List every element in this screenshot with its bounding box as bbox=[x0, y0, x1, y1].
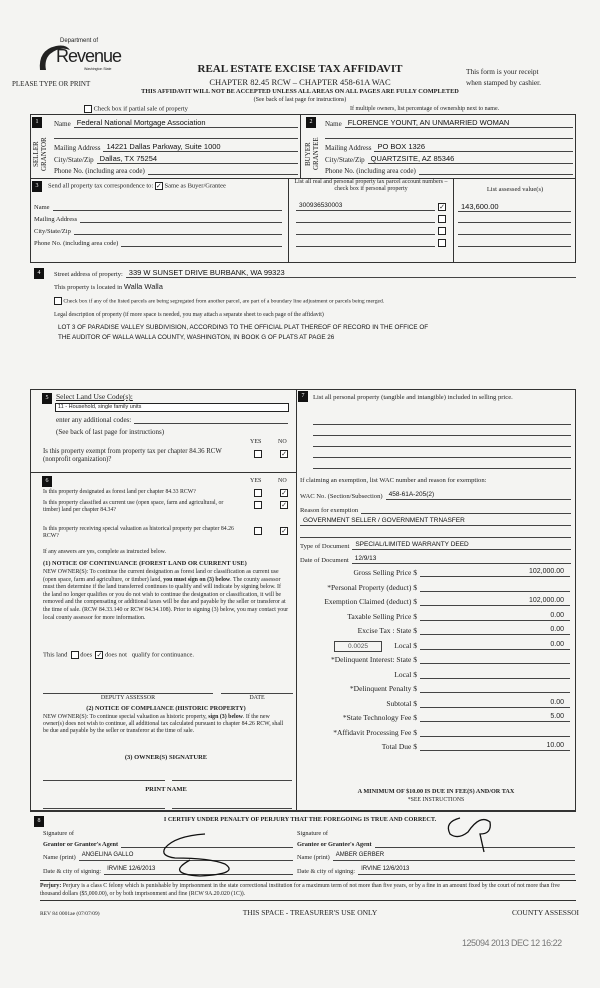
personal-property-label: List all personal property (tangible and intangible) included in selling price. bbox=[313, 394, 513, 401]
logo-state: Washington State bbox=[84, 67, 112, 71]
seller-city-field[interactable]: Dallas, TX 75254 bbox=[97, 154, 298, 164]
notice-compliance-title: (2) NOTICE OF COMPLIANCE (HISTORIC PROPERTY) bbox=[86, 705, 246, 712]
print-name-line[interactable] bbox=[43, 808, 165, 809]
fee-label: Gross Selling Price $ bbox=[353, 568, 417, 577]
fee-row bbox=[300, 612, 570, 621]
partial-sale-label: Check box if partial sale of property bbox=[93, 105, 188, 113]
grantor-date-label: Date & city of signing: bbox=[43, 868, 102, 875]
fee-value-field[interactable] bbox=[420, 670, 570, 679]
assessed-value-field[interactable] bbox=[458, 238, 571, 247]
fee-row bbox=[300, 699, 570, 708]
date-label: DATE bbox=[249, 695, 265, 701]
assessed-value-field[interactable]: 143,600.00 bbox=[458, 202, 571, 212]
if-yes-note: If any answers are yes, complete as instructed below. bbox=[43, 549, 166, 555]
historic-question: Is this property receiving special valuation as historical property per chapter 84.26 RCW? bbox=[43, 526, 234, 539]
fee-label: *Delinquent Penalty $ bbox=[349, 684, 417, 693]
parcel-header: List all real and personal property tax parcel account numbers – check box if personal property bbox=[294, 179, 448, 192]
grantee-date-label: Date & city of signing: bbox=[297, 868, 356, 875]
exempt-no-checkbox[interactable]: ✓ bbox=[281, 450, 287, 458]
fee-row bbox=[300, 728, 570, 737]
section-number: 4 bbox=[34, 268, 44, 279]
fee-label: Local $ bbox=[394, 640, 417, 650]
fee-label: *Personal Property (deduct) $ bbox=[327, 582, 417, 592]
buyer-phone-label: Phone No. (including area code) bbox=[325, 167, 416, 175]
grantee-agent-label: Grantee or Grantee's Agent bbox=[297, 841, 372, 848]
fee-label: Subtotal $ bbox=[386, 698, 417, 708]
buyer-name-line2[interactable] bbox=[325, 130, 573, 139]
seller-mailing-field[interactable]: 14221 Dallas Parkway, Suite 1000 bbox=[103, 142, 298, 152]
correspondence-name-field[interactable] bbox=[53, 202, 282, 211]
personal-property-checkbox[interactable] bbox=[438, 215, 446, 223]
logo-dept: Department of bbox=[60, 38, 99, 44]
current-use-question: Is this property classified as current use (open space, farm and agricultural, or timber) land per chapter 84.34? bbox=[43, 500, 224, 513]
print-name-label: PRINT NAME bbox=[145, 786, 187, 793]
fee-value-field[interactable] bbox=[420, 655, 570, 664]
grantee-date-field[interactable]: IRVINE 12/6/2013 bbox=[358, 866, 575, 875]
personal-property-checkbox[interactable] bbox=[438, 227, 446, 235]
fee-value-field[interactable]: 5.00 bbox=[420, 713, 570, 722]
buyer-mailing-label: Mailing Address bbox=[325, 144, 372, 152]
grantee-signature-icon bbox=[440, 810, 500, 855]
personal-property-line[interactable] bbox=[313, 435, 571, 436]
form-title: REAL ESTATE EXCISE TAX AFFIDAVIT bbox=[197, 63, 403, 75]
certify-statement: I CERTIFY UNDER PENALTY OF PERJURY THAT THE FOREGOING IS TRUE AND CORRECT. bbox=[163, 816, 437, 823]
buyer-grantee-label: BUYER GRANTEE bbox=[304, 137, 320, 171]
partial-sale-checkbox[interactable] bbox=[84, 105, 188, 113]
no-header: NO bbox=[278, 439, 287, 445]
assessor-signature-line[interactable] bbox=[43, 693, 213, 694]
assessed-row bbox=[458, 214, 571, 223]
personal-property-line[interactable] bbox=[313, 457, 571, 458]
yes-header: YES bbox=[250, 439, 262, 445]
yes-header: YES bbox=[250, 478, 262, 484]
historic-no-checkbox[interactable]: ✓ bbox=[281, 527, 287, 535]
parcel-number-field[interactable] bbox=[296, 226, 435, 235]
does-label: does bbox=[80, 651, 93, 659]
legal-description-line1[interactable]: LOT 3 OF PARADISE VALLEY SUBDIVISION, ACCORDING TO THE OFFICIAL PLAT THEREOF OF RECORD IN THE OFFICE OF bbox=[58, 324, 429, 331]
correspondence-mailing-label: Mailing Address bbox=[34, 216, 78, 223]
grantor-sig-label: Signature of bbox=[43, 830, 74, 837]
fee-label: Total Due $ bbox=[381, 742, 417, 751]
exemption-label: If claiming an exemption, list WAC number and reason for exemption: bbox=[300, 477, 487, 484]
see-instructions: *SEE INSTRUCTIONS bbox=[407, 797, 465, 803]
revision-code: REV 84 0001ae (07/07/09) bbox=[40, 911, 100, 917]
deputy-assessor-label: DEPUTY ASSESSOR bbox=[100, 695, 156, 701]
divider bbox=[296, 389, 297, 811]
fee-value-field[interactable]: 0.00 bbox=[420, 699, 570, 708]
fee-value-field[interactable] bbox=[420, 583, 570, 592]
doc-date-field[interactable]: 12/9/13 bbox=[352, 555, 571, 564]
fee-value-field[interactable] bbox=[420, 728, 570, 737]
receipt-note-2: when stamped by cashier. bbox=[466, 78, 541, 87]
grantee-name-field[interactable]: AMBER GERBER bbox=[333, 852, 575, 861]
fee-label: *State Technology Fee $ bbox=[342, 713, 417, 722]
reason-label: Reason for exemption bbox=[300, 507, 359, 514]
owner-signature-line[interactable] bbox=[172, 780, 292, 781]
current-use-no-checkbox[interactable]: ✓ bbox=[281, 501, 287, 509]
forest-no-checkbox[interactable]: ✓ bbox=[281, 489, 287, 497]
legal-description-label: Legal description of property (if more space is needed, you may attach a separate sheet to each page of the affidavit) bbox=[54, 312, 324, 318]
correspondence-city-field[interactable] bbox=[74, 226, 282, 235]
exempt-yes-checkbox[interactable] bbox=[254, 450, 262, 458]
minimum-due-note: A MINIMUM OF $10.00 IS DUE IN FEE(S) AND/OR TAX bbox=[357, 788, 515, 795]
fee-row bbox=[300, 597, 570, 606]
print-name-line[interactable] bbox=[172, 808, 292, 809]
no-header: NO bbox=[278, 478, 287, 484]
fee-label: *Affidavit Processing Fee $ bbox=[333, 727, 417, 737]
wac-field[interactable]: 458-61A-205(2) bbox=[386, 491, 571, 500]
buyer-name-field[interactable]: FLORENCE YOUNT, AN UNMARRIED WOMAN bbox=[345, 118, 573, 128]
buyer-city-label: City/State/Zip bbox=[325, 156, 365, 164]
parcel-row bbox=[296, 226, 446, 235]
fee-value-field[interactable]: 0.00 bbox=[420, 641, 570, 650]
send-correspondence-label: Send all property tax correspondence to: bbox=[48, 182, 154, 190]
section-number: 2 bbox=[306, 117, 316, 128]
does-not-label: does not bbox=[105, 651, 127, 659]
buyer-phone-field[interactable] bbox=[419, 166, 573, 175]
receipt-note-1: This form is your receipt bbox=[466, 67, 539, 76]
segregated-checkbox[interactable] bbox=[54, 297, 62, 305]
correspondence-name-label: Name bbox=[34, 204, 50, 211]
correspondence-city-label: City/State/Zip bbox=[34, 228, 71, 235]
same-as-buyer-checkbox[interactable]: ✓ bbox=[155, 182, 162, 190]
additional-codes-field[interactable] bbox=[134, 415, 288, 424]
dor-logo bbox=[36, 38, 126, 78]
notice-continuance-title: (1) NOTICE OF CONTINUANCE (FOREST LAND OR CURRENT USE) bbox=[43, 560, 247, 567]
fee-row bbox=[300, 713, 570, 722]
reason-field-line3[interactable] bbox=[300, 529, 571, 538]
assessed-row bbox=[458, 202, 571, 212]
grantor-date-field[interactable]: IRVINE 12/6/2013 bbox=[104, 866, 293, 875]
seller-name-label: Name bbox=[54, 120, 71, 128]
parcel-row bbox=[296, 202, 446, 211]
logo-name: Revenue bbox=[56, 46, 122, 66]
assessor-date-line[interactable] bbox=[221, 693, 293, 694]
buyer-city-field[interactable]: QUARTZSITE, AZ 85346 bbox=[368, 154, 573, 164]
parcel-number-field[interactable]: 300936530003 bbox=[296, 202, 435, 211]
notice-compliance-text: NEW OWNER(S): To continue special valuation as historic property, sign (3) below. If the new owner(s) does not wish to continue, all additional tax calculated pursuant to chapter 84.26 RCW, shall be due and payable by the seller or transferor at the time of sale. bbox=[43, 714, 284, 734]
buyer-mailing-field[interactable]: PO BOX 1326 bbox=[374, 142, 573, 152]
fee-row bbox=[300, 655, 570, 664]
current-use-yes-checkbox[interactable] bbox=[254, 501, 262, 509]
correspondence-phone-field[interactable] bbox=[121, 238, 282, 247]
buyer-name-label: Name bbox=[325, 120, 342, 128]
fee-value-field[interactable]: 102,000.00 bbox=[420, 597, 570, 606]
forest-land-question: Is this property designated as forest land per chapter 84.33 RCW? bbox=[43, 489, 196, 495]
does-not-checkbox[interactable]: ✓ bbox=[96, 651, 103, 659]
segregated-label: Check box if any of the listed parcels are being segregated from another parcel, are part of a boundary line adjustment or parcels being merged. bbox=[63, 298, 385, 305]
street-address-field[interactable]: 339 W SUNSET DRIVE BURBANK, WA 99323 bbox=[126, 268, 576, 278]
perjury-text: Perjury: Perjury is a class C felony which is punishable by imprisonment in the state correctional institution for a maximum term of not more than five years, or by a fine in an amount fixed by the court of not more than five thousand dollars ($5,000.00), or by both imprisonment and fine (RCW 9A.20.020 (1C)). bbox=[40, 883, 560, 897]
seller-phone-field[interactable] bbox=[148, 166, 298, 175]
section-number: 6 bbox=[42, 476, 52, 487]
grantor-name-field[interactable]: ANGELINA GALLO bbox=[79, 852, 293, 861]
personal-property-line[interactable] bbox=[313, 468, 571, 469]
divider bbox=[300, 114, 301, 178]
form-chapter: CHAPTER 82.45 RCW – CHAPTER 458-61A WAC bbox=[209, 77, 391, 87]
seller-name-line2[interactable] bbox=[54, 130, 298, 139]
section-number: 8 bbox=[34, 816, 44, 827]
fee-label: Excise Tax : State $ bbox=[357, 626, 417, 635]
local-rate-field[interactable]: 0.0025 bbox=[334, 641, 382, 652]
divider bbox=[453, 178, 454, 263]
parcel-row bbox=[296, 238, 446, 247]
fee-row bbox=[300, 583, 570, 592]
section-number: 3 bbox=[32, 181, 42, 192]
wac-label: WAC No. (Section/Subsection) bbox=[300, 493, 383, 500]
located-in-value[interactable]: Walla Walla bbox=[123, 282, 163, 291]
multiple-owners-note: If multiple owners, list percentage of ownership next to name. bbox=[350, 106, 500, 112]
seller-grantor-label: SELLER GRANTOR bbox=[32, 137, 48, 171]
divider bbox=[288, 178, 289, 263]
doc-type-field[interactable]: SPECIAL/LIMITED WARRANTY DEED bbox=[352, 541, 571, 550]
see-back-5: (See back of last page for instructions) bbox=[56, 428, 165, 436]
form-warning: THIS AFFIDAVIT WILL NOT BE ACCEPTED UNLESS ALL AREAS ON ALL PAGES ARE FULLY COMPLETED bbox=[141, 88, 459, 95]
seller-phone-label: Phone No. (including area code) bbox=[54, 167, 145, 175]
personal-property-line[interactable] bbox=[313, 424, 571, 425]
fee-value-field[interactable]: 102,000.00 bbox=[420, 568, 570, 577]
qualify-label: qualify for continuance. bbox=[131, 651, 195, 659]
fee-row bbox=[300, 670, 570, 679]
correspondence-phone-label: Phone No. (including area code) bbox=[34, 240, 119, 247]
grantor-name-label: Name (print) bbox=[43, 854, 76, 861]
seller-name-field[interactable]: Federal National Mortgage Association bbox=[74, 118, 298, 128]
grantee-sig-label: Signature of bbox=[297, 830, 328, 837]
street-address-label: Street address of property: bbox=[54, 271, 123, 278]
fee-label: Exemption Claimed (deduct) $ bbox=[324, 597, 417, 606]
doc-type-label: Type of Document bbox=[300, 543, 350, 550]
same-as-buyer-label: Same as Buyer/Grantee bbox=[164, 182, 226, 190]
does-checkbox[interactable] bbox=[71, 651, 79, 659]
assessed-header: List assessed value(s) bbox=[486, 186, 544, 193]
fee-row bbox=[300, 641, 570, 650]
legal-description-line2[interactable]: THE AUDITOR OF WALLA WALLA COUNTY, WASHINGTON, IN BOOK G OF PLATS AT PAGE 26 bbox=[58, 334, 335, 341]
parcel-row bbox=[296, 214, 446, 223]
land-use-label: Select Land Use Code(s): bbox=[56, 392, 133, 401]
personal-property-checkbox[interactable]: ✓ bbox=[439, 203, 445, 211]
reason-field-line1[interactable] bbox=[361, 505, 571, 514]
section-number: 7 bbox=[298, 391, 308, 402]
fee-row bbox=[300, 742, 570, 751]
fee-row bbox=[300, 684, 570, 693]
personal-property-line[interactable] bbox=[313, 446, 571, 447]
fee-row bbox=[300, 626, 570, 635]
assessed-value-field[interactable] bbox=[458, 226, 571, 235]
forest-yes-checkbox[interactable] bbox=[254, 489, 262, 497]
owner-signature-line[interactable] bbox=[43, 780, 165, 781]
treasurer-use-label: THIS SPACE - TREASURER'S USE ONLY bbox=[242, 908, 378, 917]
correspondence-mailing-field[interactable] bbox=[80, 214, 282, 223]
fee-value-field[interactable]: 0.00 bbox=[420, 626, 570, 635]
fee-value-field[interactable] bbox=[420, 684, 570, 693]
divider bbox=[30, 472, 296, 473]
grantor-agent-label: Grantor or Grantor's Agent bbox=[43, 841, 119, 848]
assessed-row bbox=[458, 226, 571, 235]
please-type: PLEASE TYPE OR PRINT bbox=[12, 80, 91, 88]
receipt-stamp: 125094 2013 DEC 12 16:22 bbox=[462, 938, 562, 948]
fee-label: *Delinquent Interest: State $ bbox=[330, 655, 417, 664]
parcel-number-field[interactable] bbox=[296, 238, 435, 247]
divider bbox=[40, 880, 576, 881]
exempt-question: Is this property exempt from property tax per chapter 84.36 RCW (nonprofit organization)? bbox=[43, 448, 222, 463]
personal-property-checkbox[interactable] bbox=[438, 239, 446, 247]
section-number: 5 bbox=[42, 393, 52, 404]
historic-yes-checkbox[interactable] bbox=[254, 527, 262, 535]
reason-field[interactable]: GOVERNMENT SELLER / GOVERNMENT TRNASFER bbox=[300, 517, 571, 526]
county-assessor-label: COUNTY ASSESSOI bbox=[512, 908, 580, 917]
land-use-select[interactable]: 11 - Household, single family units bbox=[55, 403, 289, 412]
seller-mailing-label: Mailing Address bbox=[54, 144, 101, 152]
divider bbox=[40, 900, 576, 901]
owner-signature-title: (3) OWNER(S) SIGNATURE bbox=[124, 754, 208, 761]
fee-value-field[interactable]: 10.00 bbox=[420, 742, 570, 751]
located-in-label: This property is located in bbox=[54, 284, 123, 291]
section-number: 1 bbox=[32, 117, 42, 128]
assessed-row bbox=[458, 238, 571, 247]
seller-city-label: City/State/Zip bbox=[54, 156, 94, 164]
grantor-signature-icon bbox=[140, 830, 260, 880]
fee-row bbox=[300, 568, 570, 577]
fee-label: Local $ bbox=[394, 669, 417, 679]
fee-label: Taxable Selling Price $ bbox=[347, 611, 417, 621]
fee-value-field[interactable]: 0.00 bbox=[420, 612, 570, 621]
parcel-number-field[interactable] bbox=[296, 214, 435, 223]
this-land-label: This land bbox=[43, 651, 68, 659]
assessed-value-field[interactable] bbox=[458, 214, 571, 223]
grantee-name-label: Name (print) bbox=[297, 854, 330, 861]
see-back: (See back of last page for instructions) bbox=[253, 97, 347, 103]
notice-continuance-text: NEW OWNER(S): To continue the current designation as forest land or classification as current use (open space, farm and agriculture, or timber) land, you must sign on (3) below. The county assessor must then determine if the land transferred continues to qualify and will indicate by signing below. If the land no longer qualifies or you do not wish to continue the designation or classification, it will be removed and the compensating or additional taxes will be due and payable by the seller or transferor at the time of sale. (RCW 84.33.140 or RCW 84.34.108). Prior to signing (3) below, you may contact your local county assessor for more information. bbox=[43, 569, 289, 621]
doc-date-label: Date of Document bbox=[300, 557, 349, 564]
additional-codes-label: enter any additional codes: bbox=[56, 416, 132, 424]
